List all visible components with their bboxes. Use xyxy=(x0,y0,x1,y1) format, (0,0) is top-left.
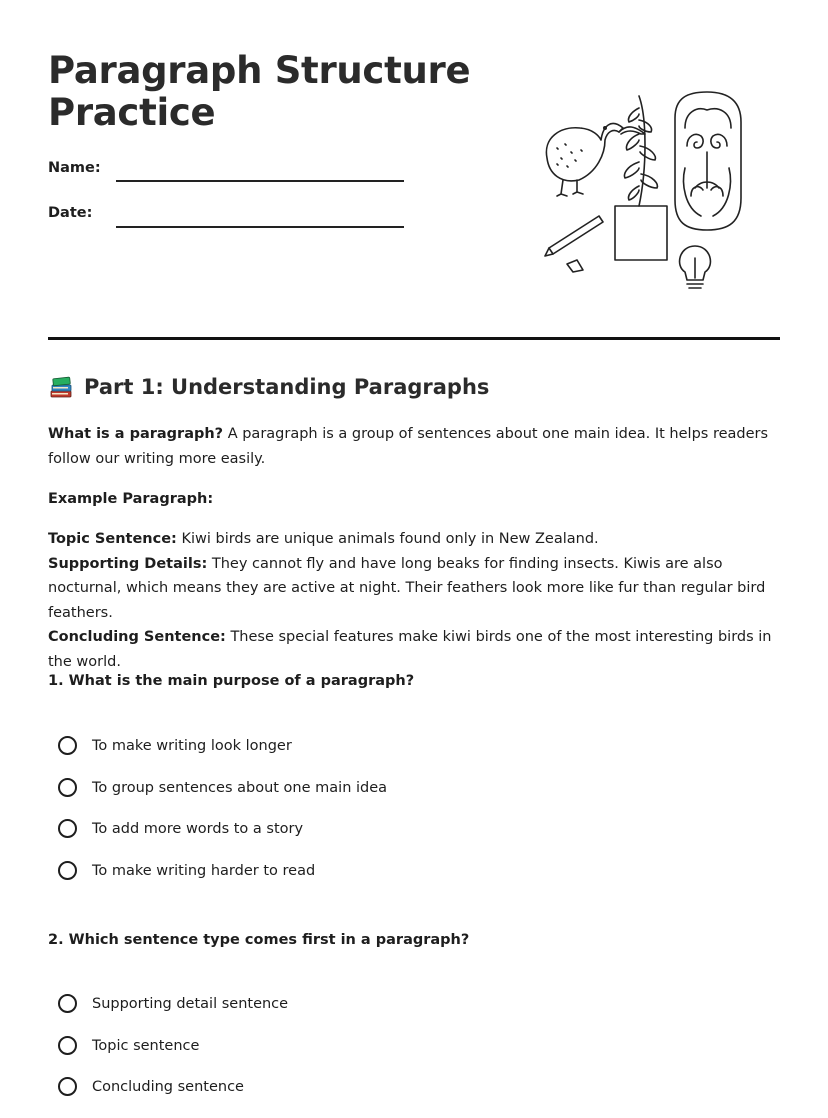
radio-button[interactable] xyxy=(58,1036,77,1055)
conclude-text: These special features make kiwi birds one of the most interesting birds in the world. xyxy=(48,629,772,670)
title-line-2: Practice xyxy=(48,91,216,134)
question-1: 1. What is the main purpose of a paragraph? xyxy=(48,673,415,689)
radio-button[interactable] xyxy=(58,994,77,1013)
date-field[interactable] xyxy=(116,226,404,228)
pencil-icon xyxy=(545,216,603,256)
part1-heading xyxy=(48,374,489,400)
intro-text: A paragraph is a group of sentences about one main idea. It helps readers follow our writing more easily. xyxy=(48,426,769,467)
q1-option-2[interactable] xyxy=(58,778,387,797)
eraser-icon xyxy=(567,260,583,272)
name-label: Name: xyxy=(48,160,101,176)
maori-carving-icon xyxy=(675,92,741,230)
q1-option-4[interactable] xyxy=(58,861,315,880)
title-line-1: Paragraph Structure xyxy=(48,49,471,92)
support-text: They cannot fly and have long beaks for finding insects. Kiwis are also nocturnal, which means they are active at night. Their feathers look more like fur than regular bird feathers. xyxy=(48,555,766,621)
books-icon xyxy=(48,374,74,400)
option-label: To add more words to a story xyxy=(92,820,304,837)
worksheet-title xyxy=(48,50,470,134)
option-label: Supporting detail sentence xyxy=(92,995,289,1012)
radio-button[interactable] xyxy=(58,736,77,755)
topic-text: Kiwi birds are unique animals found only in New Zealand. xyxy=(176,531,599,547)
example-label: Example Paragraph: xyxy=(48,491,214,507)
q1-option-3[interactable] xyxy=(58,819,303,838)
radio-button[interactable] xyxy=(58,861,77,880)
topic-label: Topic Sentence: xyxy=(48,531,177,547)
q2-option-3[interactable] xyxy=(58,1077,244,1096)
part1-heading-text: Part 1: Understanding Paragraphs xyxy=(84,375,490,399)
section-divider xyxy=(48,337,780,340)
q2-option-1[interactable] xyxy=(58,994,288,1013)
intro-paragraph xyxy=(48,422,788,471)
q1-option-1[interactable] xyxy=(58,736,292,755)
fern-plant-icon xyxy=(615,96,667,260)
option-label: Concluding sentence xyxy=(92,1078,244,1095)
radio-button[interactable] xyxy=(58,1077,77,1096)
lightbulb-icon xyxy=(680,246,711,288)
option-label: To group sentences about one main idea xyxy=(92,779,388,796)
option-label: To make writing look longer xyxy=(92,737,292,754)
kiwi-bird-icon xyxy=(546,124,645,196)
question-2: 2. Which sentence type comes first in a paragraph? xyxy=(48,932,470,948)
name-field[interactable] xyxy=(116,180,404,182)
header-illustration xyxy=(535,88,750,298)
conclude-label: Concluding Sentence: xyxy=(48,629,226,645)
intro-question: What is a paragraph? xyxy=(48,426,224,442)
option-label: To make writing harder to read xyxy=(92,862,316,879)
radio-button[interactable] xyxy=(58,819,77,838)
date-label: Date: xyxy=(48,205,93,221)
example-paragraph xyxy=(48,527,788,674)
support-label: Supporting Details: xyxy=(48,555,208,572)
q2-option-2[interactable] xyxy=(58,1036,199,1055)
radio-button[interactable] xyxy=(58,778,77,797)
option-label: Topic sentence xyxy=(92,1037,200,1054)
